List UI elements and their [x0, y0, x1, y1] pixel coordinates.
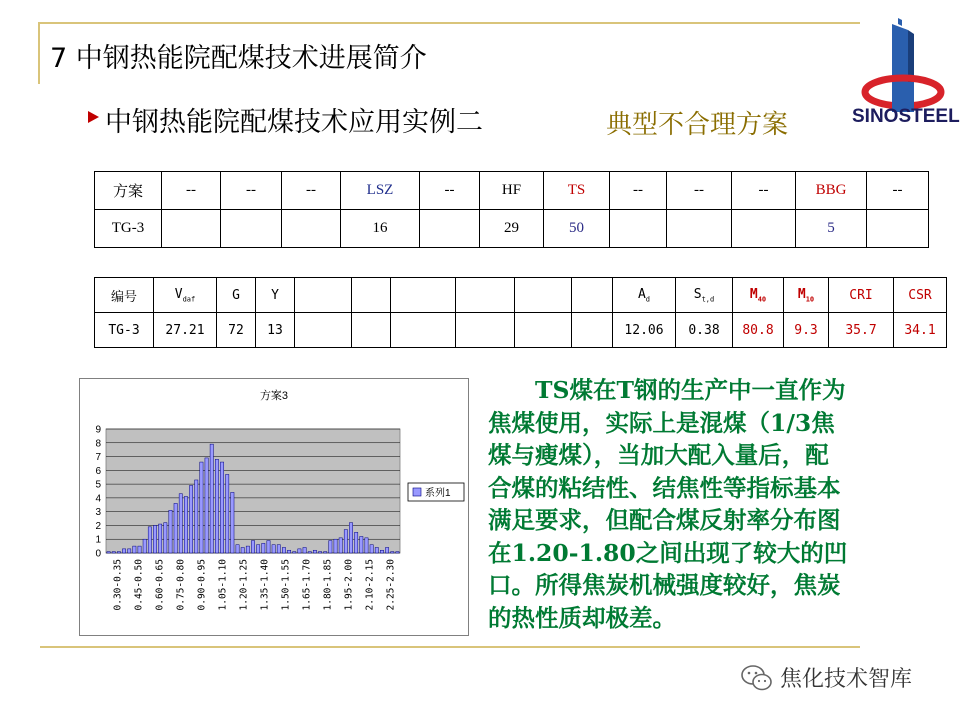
slide-title: 7 中钢热能院配煤技术进展简介 — [50, 43, 427, 74]
table-cell: 13 — [256, 313, 295, 348]
bar — [360, 536, 363, 553]
explanation-text — [488, 374, 908, 634]
table-cell: 12.06 — [613, 313, 676, 348]
table-cell — [456, 313, 515, 348]
table-cell — [352, 278, 391, 313]
table-cell — [282, 210, 341, 248]
bar — [164, 523, 167, 553]
bar — [391, 552, 394, 553]
table-cell — [295, 278, 352, 313]
bar — [251, 541, 254, 553]
x-tick-label: 1.95-2.00 — [343, 559, 355, 611]
bar — [334, 539, 337, 553]
bar — [226, 474, 229, 553]
chart-svg — [80, 379, 468, 635]
table-cell: $M_{10}$ — [784, 278, 829, 313]
bar — [107, 552, 110, 553]
x-tick-label: 1.80-1.85 — [322, 559, 334, 611]
bar — [365, 538, 368, 553]
table-cell: 编号 — [95, 278, 154, 313]
bar — [355, 532, 358, 553]
table-cell — [162, 210, 221, 248]
x-tick-label: 1.05-1.10 — [217, 559, 229, 611]
table-cell — [572, 278, 613, 313]
table-cell: HF — [480, 172, 544, 210]
frame-bottom-rule — [40, 646, 860, 648]
table-cell: $M_{40}$ — [733, 278, 784, 313]
table-cell: -- — [420, 172, 480, 210]
bar — [293, 552, 296, 553]
bar — [262, 543, 265, 553]
subtitle-row — [88, 100, 483, 139]
table-cell: $S_{t,d}$ — [676, 278, 733, 313]
coke-quality-table — [94, 277, 947, 348]
x-tick-label: 0.75-0.80 — [175, 559, 187, 611]
y-axis — [95, 425, 101, 560]
bar — [220, 462, 223, 553]
bar — [267, 541, 270, 553]
table-cell: LSZ — [341, 172, 420, 210]
bar — [153, 525, 156, 553]
table-cell: TG-3 — [95, 313, 154, 348]
table-cell: 35.7 — [829, 313, 894, 348]
chart-title: 方案3 — [259, 390, 289, 402]
legend-swatch — [413, 488, 421, 496]
table-cell — [221, 210, 282, 248]
text-line: 的热性质却极差。 — [488, 603, 676, 632]
table-cell — [515, 278, 572, 313]
table-cell: 34.1 — [894, 313, 947, 348]
table-header-row — [95, 172, 929, 210]
table-cell: -- — [610, 172, 667, 210]
table-cell: G — [217, 278, 256, 313]
subtitle-highlight: 典型不合理方案 — [606, 110, 789, 140]
bar — [174, 503, 177, 553]
y-tick-label: 0 — [95, 548, 101, 560]
text-line: 满足要求，但配合煤反射率分布图 — [488, 506, 841, 534]
bar — [236, 545, 239, 553]
bar — [318, 552, 321, 553]
text-line: 合煤的粘结性、结焦性等指标基本 — [488, 473, 841, 502]
table-cell — [610, 210, 667, 248]
text-line: 焦煤使用，实际上是混煤（1/3焦 — [488, 408, 835, 437]
table-cell — [352, 313, 391, 348]
slide-subtitle: 中钢热能院配煤技术应用实例二 — [105, 107, 483, 138]
bar — [396, 552, 399, 553]
table-cell: 9.3 — [784, 313, 829, 348]
bar — [272, 545, 275, 553]
table-cell: Y — [256, 278, 295, 313]
bar — [184, 497, 187, 553]
bar — [117, 552, 120, 553]
x-tick-label: 1.20-1.25 — [238, 559, 250, 611]
y-tick-label: 2 — [95, 520, 101, 532]
bar — [200, 462, 203, 553]
legend-label: 系列1 — [425, 488, 451, 499]
table-cell — [391, 278, 456, 313]
table-cell: 5 — [796, 210, 867, 248]
table-cell: $V_{daf}$ — [154, 278, 217, 313]
bar — [349, 523, 352, 553]
watermark-text: 焦化技术智库 — [780, 667, 913, 692]
bar — [329, 541, 332, 553]
x-tick-label: 0.90-0.95 — [196, 559, 208, 611]
bar — [112, 552, 115, 553]
wechat-icon — [740, 663, 774, 693]
bar — [246, 546, 249, 553]
chart-legend — [408, 483, 464, 501]
x-tick-label: 0.45-0.50 — [133, 559, 145, 611]
table-cell: -- — [282, 172, 341, 210]
table-cell: 方案 — [95, 172, 162, 210]
bar — [380, 550, 383, 553]
table-cell: TS — [544, 172, 610, 210]
table-cell: 50 — [544, 210, 610, 248]
table-cell — [420, 210, 480, 248]
bar — [375, 547, 378, 553]
table-cell: TG-3 — [95, 210, 162, 248]
y-tick-label: 6 — [95, 465, 101, 477]
table-cell: BBG — [796, 172, 867, 210]
bar — [370, 545, 373, 553]
watermark — [740, 662, 912, 693]
table-cell — [732, 210, 796, 248]
table-cell — [572, 313, 613, 348]
bar — [257, 545, 260, 553]
bar — [339, 538, 342, 553]
bar — [241, 547, 244, 553]
reflectance-distribution-chart — [79, 378, 469, 636]
x-tick-label: 1.35-1.40 — [259, 559, 271, 611]
table-cell: CSR — [894, 278, 947, 313]
table-cell: -- — [867, 172, 929, 210]
table-cell — [515, 313, 572, 348]
x-tick-label: 1.50-1.55 — [280, 559, 292, 611]
x-tick-label: 0.30-0.35 — [112, 559, 124, 611]
table-cell — [456, 278, 515, 313]
text-line: 在1.20-1.80之间出现了较大的凹 — [488, 538, 848, 567]
bar — [143, 539, 146, 553]
table-cell: 29 — [480, 210, 544, 248]
table-cell: CRI — [829, 278, 894, 313]
bar — [231, 492, 234, 553]
bar — [282, 547, 285, 553]
table-cell: -- — [667, 172, 732, 210]
text-line: TS煤在T钢的生产中一直作为 — [535, 376, 846, 404]
y-tick-label: 8 — [95, 438, 101, 450]
table-cell — [667, 210, 732, 248]
bar — [128, 549, 131, 553]
table-cell: 72 — [217, 313, 256, 348]
table-cell: 80.8 — [733, 313, 784, 348]
frame-top-rule — [40, 22, 860, 24]
x-tick-label: 0.60-0.65 — [154, 559, 166, 611]
table-cell: 0.38 — [676, 313, 733, 348]
table-cell: $A_d$ — [613, 278, 676, 313]
bar — [169, 510, 172, 553]
y-tick-label: 4 — [95, 493, 101, 505]
table-cell: 27.21 — [154, 313, 217, 348]
bar — [303, 547, 306, 553]
bar — [344, 530, 347, 553]
bar — [277, 545, 280, 553]
y-tick-label: 7 — [95, 452, 101, 464]
table-cell — [295, 313, 352, 348]
table-cell: -- — [221, 172, 282, 210]
y-tick-label: 9 — [95, 424, 101, 436]
text-line: 煤与瘦煤），当加大配入量后，配 — [488, 441, 829, 469]
bar — [122, 549, 125, 553]
y-tick-label: 5 — [95, 479, 101, 491]
bar — [313, 550, 316, 553]
bar — [138, 546, 141, 553]
table-cell: 16 — [341, 210, 420, 248]
bullet-arrow-icon — [88, 111, 99, 123]
table-cell: -- — [732, 172, 796, 210]
bar — [287, 550, 290, 553]
bar — [189, 485, 192, 553]
table-cell — [867, 210, 929, 248]
bar — [195, 480, 198, 553]
frame-left-rule — [38, 22, 40, 84]
bar — [159, 524, 162, 553]
table-header-row — [95, 278, 947, 313]
x-axis — [113, 559, 397, 611]
bar — [133, 546, 136, 553]
x-tick-label: 2.25-2.30 — [385, 559, 397, 611]
text-line: 口。所得焦炭机械强度较好，焦炭 — [488, 571, 841, 599]
y-tick-label: 3 — [95, 507, 101, 519]
x-tick-label: 1.65-1.70 — [301, 559, 313, 611]
x-tick-label: 2.10-2.15 — [364, 559, 376, 611]
table-cell: -- — [162, 172, 221, 210]
bar — [298, 549, 301, 553]
bar — [179, 494, 182, 553]
y-tick-label: 1 — [95, 534, 101, 546]
bar — [210, 444, 213, 553]
bar — [205, 458, 208, 553]
table-cell — [391, 313, 456, 348]
logo-wordmark: SINOSTEEL — [852, 106, 960, 127]
table-row — [95, 210, 929, 248]
bar — [308, 552, 311, 553]
bar — [215, 459, 218, 553]
bar — [324, 552, 327, 553]
bar — [148, 527, 151, 553]
bar — [385, 547, 388, 553]
table-row — [95, 313, 947, 348]
blend-plan-table — [94, 171, 929, 248]
